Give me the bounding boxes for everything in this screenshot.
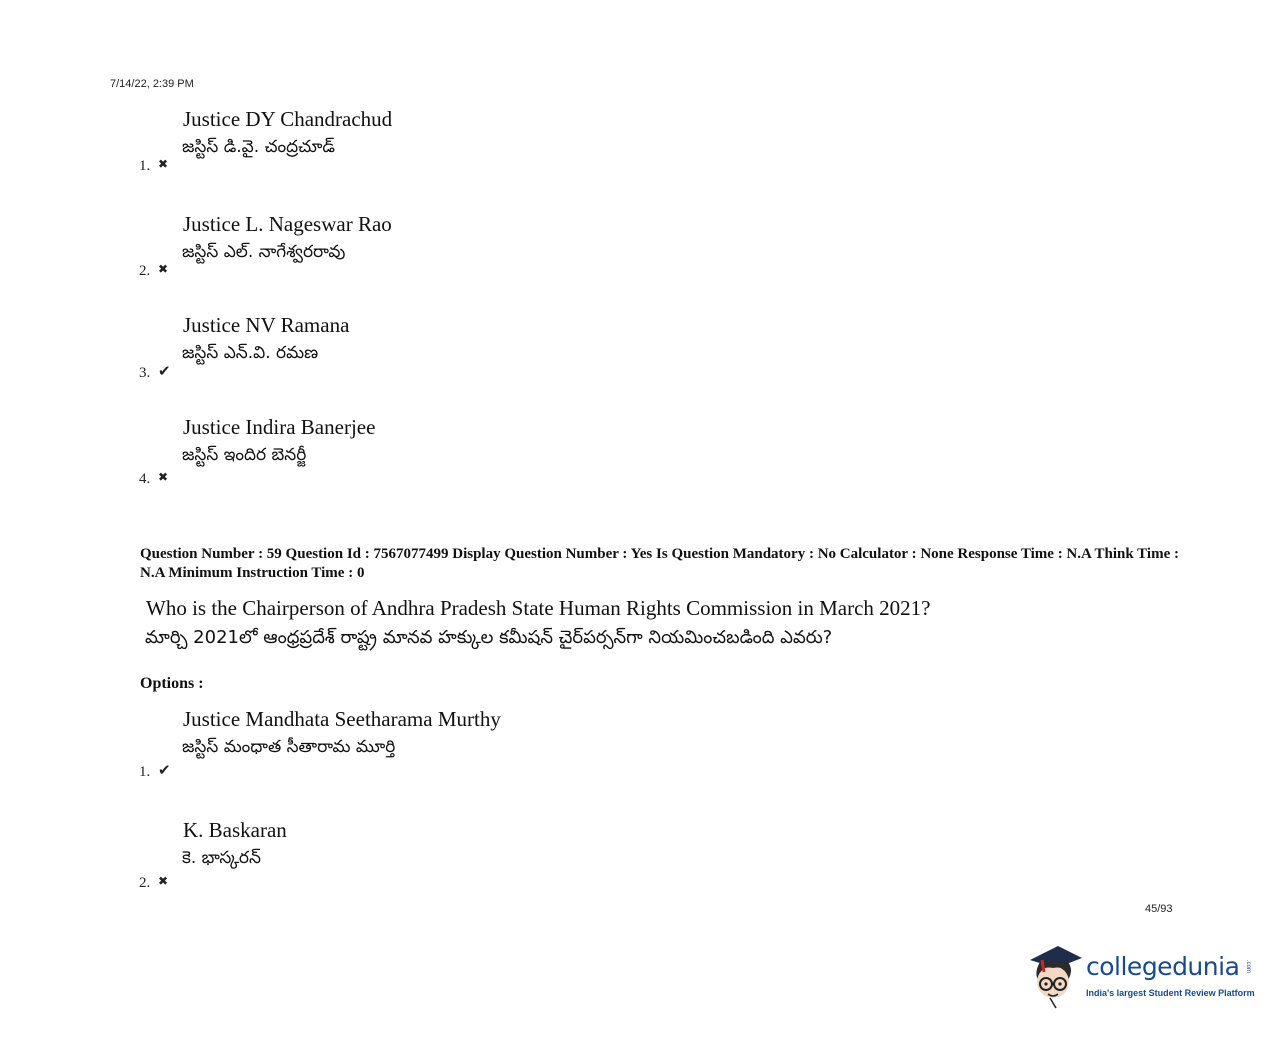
option-english: Justice L. Nageswar Rao <box>183 212 392 236</box>
check-icon: ✔ <box>158 761 171 779</box>
option-telugu: జస్టిస్ ఎల్. నాగేశ్వరరావు <box>182 242 346 262</box>
option-item <box>0 103 1284 193</box>
cross-icon: ✖ <box>158 157 169 171</box>
option-telugu: కె. భాస్కరన్ <box>182 848 261 868</box>
option-english: K. Baskaran <box>183 818 287 842</box>
option-telugu: జస్టిస్ ఎన్.వి. రమణ <box>182 343 319 363</box>
logo-wordmark: collegedunia <box>1086 952 1240 981</box>
option-number: 1. <box>139 158 151 174</box>
cross-icon: ✖ <box>158 874 169 888</box>
option-english: Justice Mandhata Seetharama Murthy <box>183 707 501 731</box>
option-telugu: జస్టిస్ డి.వై. చంద్రచూడ్ <box>182 137 335 157</box>
option-number: 4. <box>139 471 151 487</box>
option-english: Justice DY Chandrachud <box>183 107 393 131</box>
option-telugu: జస్టిస్ ఇందిర బెనర్జీ <box>182 445 307 465</box>
logo-suffix: .com <box>1245 960 1251 974</box>
option-number: 1. <box>139 764 151 780</box>
option-number: 3. <box>139 365 151 381</box>
option-english: Justice NV Ramana <box>183 313 350 337</box>
option-telugu: జస్టిస్ మంధాత సీతారామ మూర్తి <box>182 737 396 757</box>
cross-icon: ✖ <box>158 470 169 484</box>
collegedunia-logo <box>1022 938 1262 1010</box>
question-text-telugu: మార్చి 2021లో ఆంధ్రప్రదేశ్ రాష్ట్ర మానవ హక్కుల కమీషన్ చైర్‌పర్సన్‌గా నియమించబడింది ఎవరు? <box>145 627 833 648</box>
page-number: 45/93 <box>1145 903 1173 915</box>
question-metadata: Question Number : 59 Question Id : 7567077499 Display Question Number : Yes Is Question Mandatory : No Calculator : None Response Time : N.A Think Time : N.A Minimum Instruction Time : 0 <box>140 546 1179 581</box>
option-item <box>0 208 1284 298</box>
option-item <box>0 815 1284 905</box>
print-timestamp: 7/14/22, 2:39 PM <box>110 78 194 90</box>
option-item <box>0 704 1284 794</box>
options-label: Options : <box>140 675 204 692</box>
mascot-icon <box>1022 938 1086 1010</box>
option-english: Justice Indira Banerjee <box>183 415 376 439</box>
check-icon: ✔ <box>158 362 171 380</box>
option-number: 2. <box>139 875 151 891</box>
question-text-english: Who is the Chairperson of Andhra Pradesh State Human Rights Commission in March 2021? <box>146 596 931 620</box>
option-item <box>0 412 1284 502</box>
cross-icon: ✖ <box>158 262 169 276</box>
option-number: 2. <box>139 263 151 279</box>
option-item <box>0 310 1284 400</box>
logo-tagline: India's largest Student Review Platform <box>1086 988 1255 998</box>
